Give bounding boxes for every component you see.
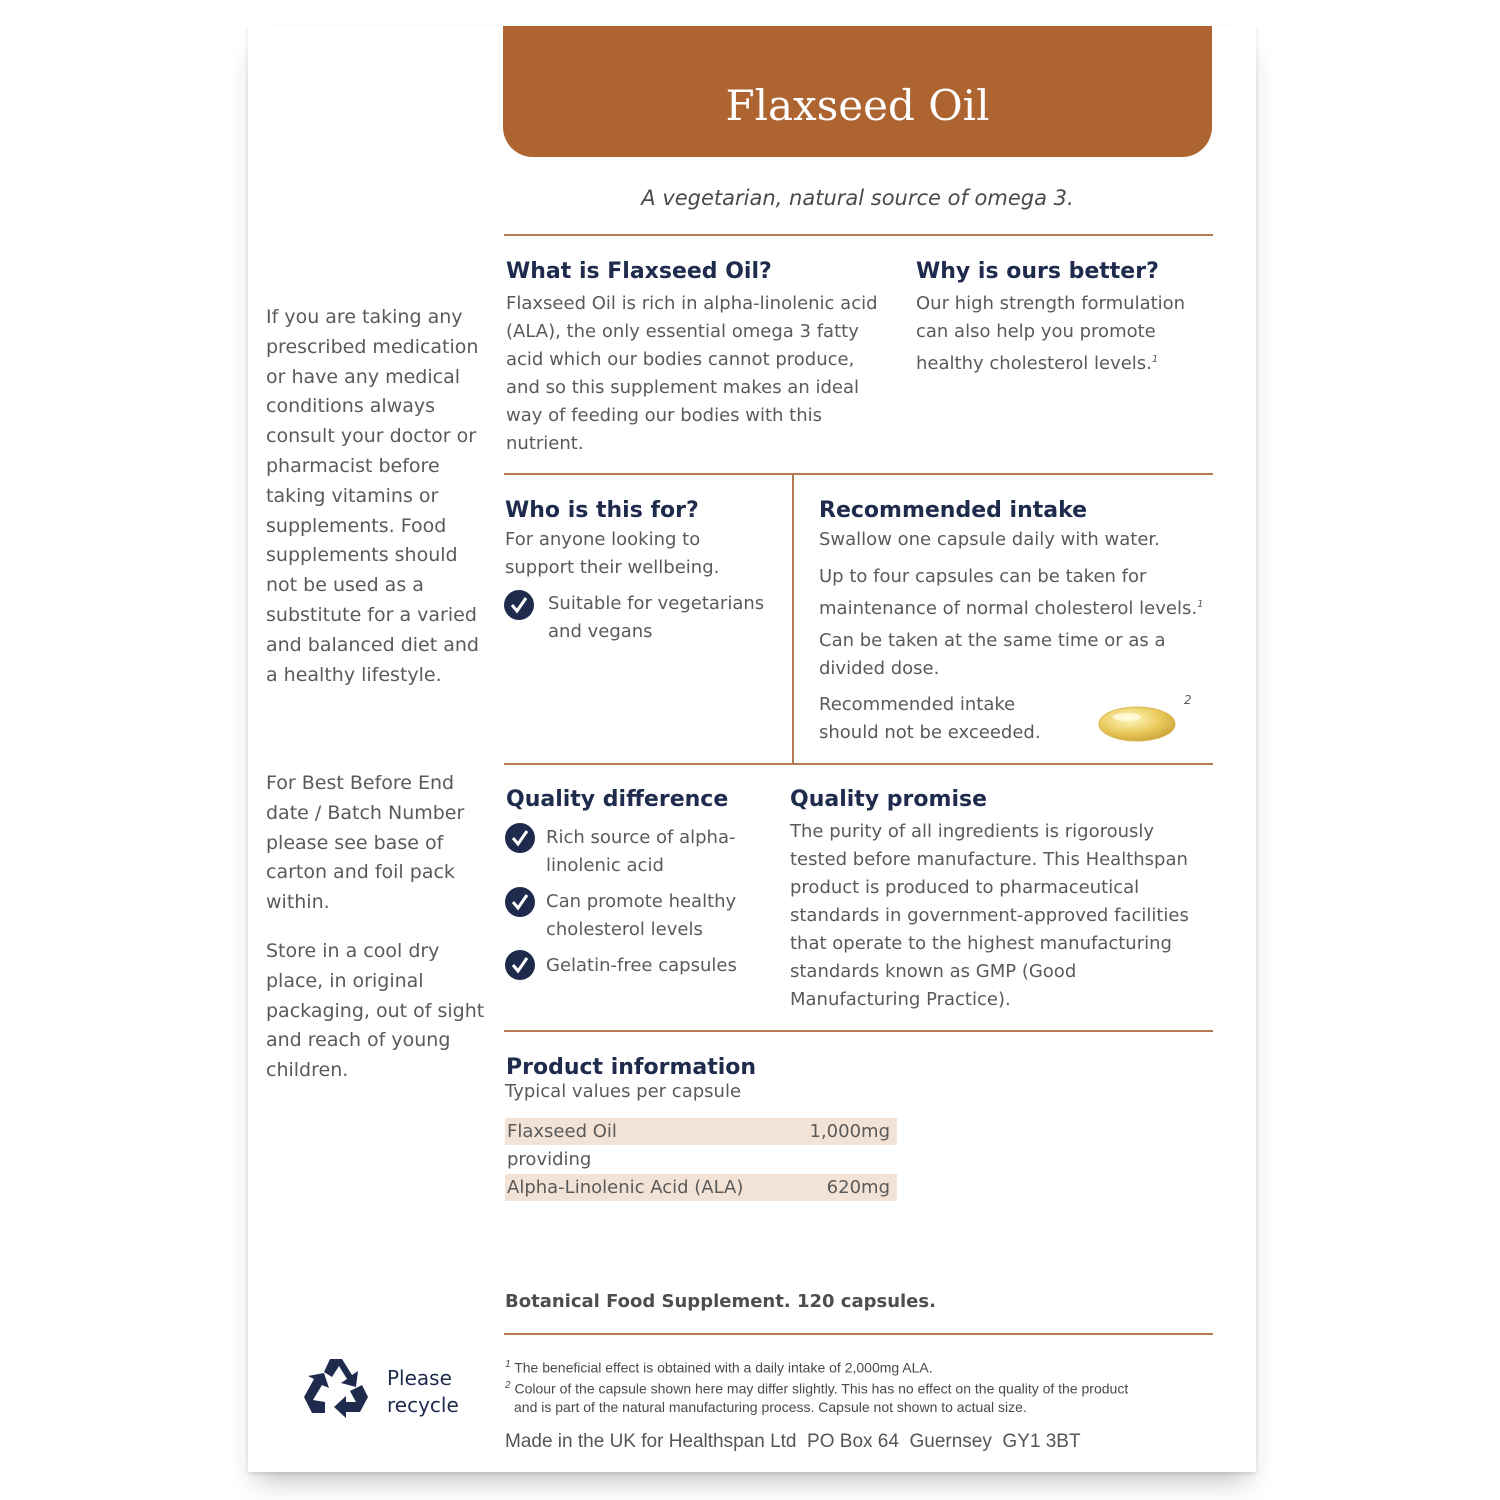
footnote-mark: 1	[505, 1359, 511, 1370]
vegetarian-check-text: Suitable for vegetarians and vegans	[548, 593, 765, 642]
quality-item: Can promote healthy cholesterol levels	[546, 891, 737, 940]
check-icon	[504, 590, 534, 620]
capsule-image	[1095, 700, 1195, 750]
quality-difference-heading: Quality difference	[506, 787, 729, 812]
supplement-note: Botanical Food Supplement. 120 capsules.	[505, 1291, 936, 1312]
footnote-ref: 1	[1197, 599, 1204, 610]
warning-text: If you are taking any prescribed medication or have any medical conditions always consult your doctor or pharmacist before taking vitamins or supplements. Food supplements should not be used as a substitute for a varied and balanced diet and a healthy lifestyle.	[266, 306, 479, 686]
nutrition-label: providing	[507, 1149, 592, 1170]
intake-p2-text: Up to four capsules can be taken for maintenance of normal cholesterol levels.	[819, 566, 1198, 619]
what-is-body: Flaxseed Oil is rich in alpha-linolenic acid (ALA), the only essential omega 3 fatty acid which our bodies cannot produce, and so this supplement makes an ideal way of feeding our bodies with this nutrient.	[506, 293, 878, 454]
quality-item: Rich source of alpha-linolenic acid	[546, 827, 736, 876]
nutrition-value: 620mg	[826, 1177, 890, 1198]
intake-p2	[819, 563, 1209, 623]
divider	[504, 473, 1213, 475]
why-better-body	[916, 290, 1206, 378]
quality-promise-body: The purity of all ingredients is rigorously tested before manufacture. This Healthspan product is produced to pharmaceutical standards in government-approved facilities that operate to the highest manufacturing standards known as GMP (Good Manufacturing Practice).	[790, 821, 1189, 1010]
divider	[504, 234, 1213, 236]
recycle-line-1: Please	[387, 1366, 452, 1390]
footnote-1	[505, 1356, 1145, 1377]
product-info-subheading: Typical values per capsule	[505, 1081, 742, 1102]
divider	[504, 763, 1213, 765]
nutrition-row	[505, 1174, 897, 1201]
recycle-icon	[300, 1355, 372, 1423]
check-icon	[505, 950, 535, 980]
divider	[504, 1333, 1213, 1335]
why-better-text: Our high strength formulation can also help you promote healthy cholesterol levels.	[916, 293, 1186, 374]
recycle-line-2: recycle	[387, 1393, 459, 1417]
quality-item: Gelatin-free capsules	[546, 955, 737, 976]
who-for-body: For anyone looking to support their wellbeing.	[505, 529, 720, 578]
nutrition-label: Flaxseed Oil	[507, 1121, 617, 1142]
recycle-label	[387, 1365, 459, 1419]
what-is-heading: What is Flaxseed Oil?	[506, 259, 772, 284]
check-icon	[505, 823, 535, 853]
check-icon	[505, 887, 535, 917]
who-for-heading: Who is this for?	[505, 498, 699, 523]
intake-p3: Can be taken at the same time or as a divided dose.	[819, 630, 1166, 679]
batch-info-text: For Best Before End date / Batch Number please see base of carton and foil pack within.	[266, 772, 465, 914]
nutrition-row	[505, 1118, 897, 1145]
product-title-banner	[503, 26, 1212, 157]
intake-p1: Swallow one capsule daily with water.	[819, 529, 1160, 550]
footnote-2	[505, 1377, 1154, 1416]
nutrition-row	[505, 1146, 897, 1173]
footnote-2-text: Colour of the capsule shown here may differ slightly. This has no effect on the quality of the product and is part of the natural manufacturing process. Capsule not shown to actual size.	[514, 1380, 1129, 1415]
intake-heading: Recommended intake	[819, 498, 1088, 523]
divider	[504, 1030, 1213, 1032]
footnote-1-text: The beneficial effect is obtained with a daily intake of 2,000mg ALA.	[514, 1359, 933, 1376]
tagline: A vegetarian, natural source of omega 3.	[641, 186, 1074, 210]
nutrition-label: Alpha-Linolenic Acid (ALA)	[507, 1177, 744, 1198]
capsule-footnote-ref: 2	[1184, 693, 1192, 707]
why-better-heading: Why is ours better?	[916, 259, 1159, 284]
footnote-mark: 2	[505, 1380, 511, 1391]
nutrition-value: 1,000mg	[809, 1121, 890, 1142]
intake-p4: Recommended intake should not be exceeded.	[819, 694, 1041, 743]
storage-text: Store in a cool dry place, in original packaging, out of sight and reach of young children.	[266, 940, 485, 1082]
quality-promise-heading: Quality promise	[790, 787, 988, 812]
product-info-heading: Product information	[506, 1055, 757, 1080]
vertical-divider	[792, 475, 794, 764]
product-title: Flaxseed Oil	[725, 81, 990, 130]
footnote-ref: 1	[1151, 354, 1159, 365]
manufacturer-address: Made in the UK for Healthspan Ltd PO Box 64 Guernsey GY1 3BT	[505, 1431, 1081, 1452]
